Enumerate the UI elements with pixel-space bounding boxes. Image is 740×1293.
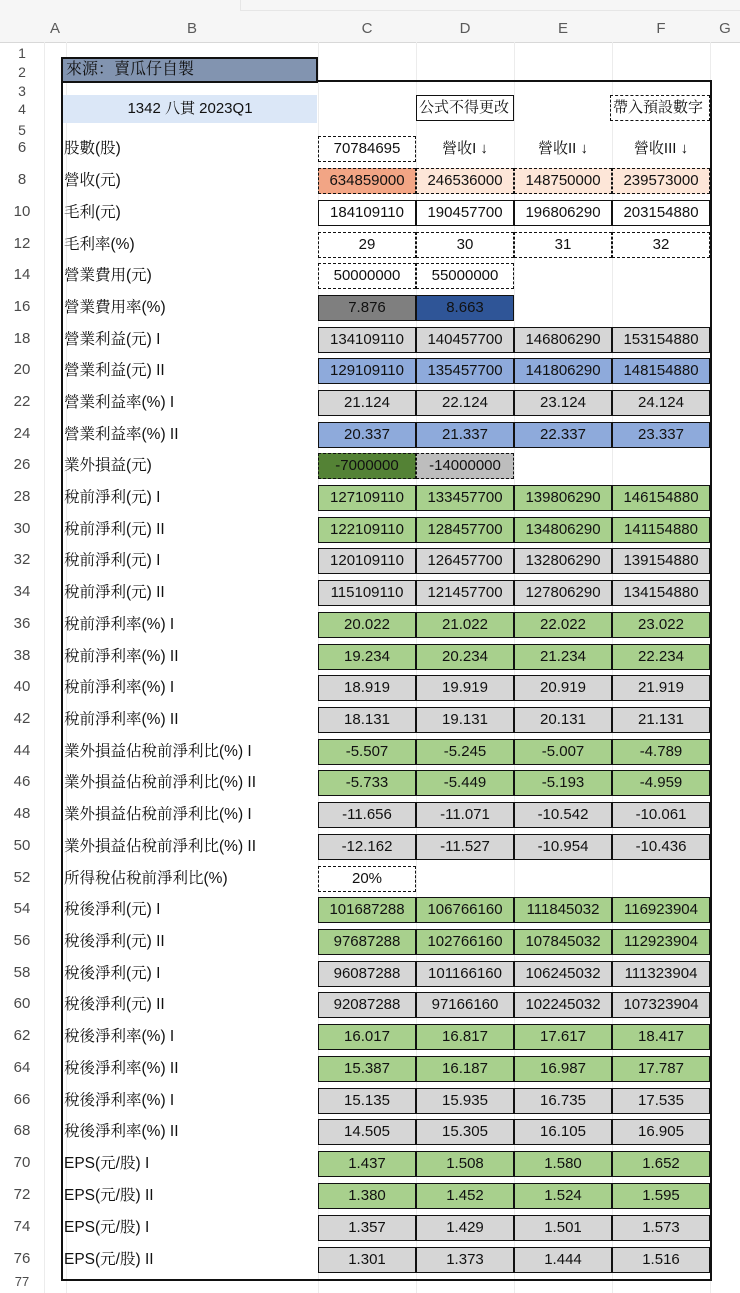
- value-cell[interactable]: 1.429: [416, 1215, 514, 1241]
- value-cell[interactable]: 120109110: [318, 548, 416, 574]
- value-cell[interactable]: 21.919: [612, 675, 710, 701]
- source-cell[interactable]: 來源：賣瓜仔自製: [61, 57, 318, 83]
- value-cell[interactable]: -7000000: [318, 453, 416, 479]
- row-label[interactable]: 稅後淨利率(%) I: [64, 1092, 175, 1109]
- row-label[interactable]: 稅後淨利(元) II: [64, 933, 165, 950]
- value-cell[interactable]: 1.501: [514, 1215, 612, 1241]
- value-cell[interactable]: 101166160: [416, 961, 514, 987]
- value-cell[interactable]: -11.071: [416, 802, 514, 828]
- value-cell[interactable]: 127806290: [514, 580, 612, 606]
- value-cell[interactable]: 92087288: [318, 992, 416, 1018]
- row-label[interactable]: 稅前淨利率(%) II: [64, 648, 179, 665]
- value-cell[interactable]: 141806290: [514, 358, 612, 384]
- value-cell[interactable]: 246536000: [416, 168, 514, 194]
- value-cell[interactable]: 97166160: [416, 992, 514, 1018]
- row-number[interactable]: 42: [13, 710, 31, 727]
- row-label[interactable]: 營業費用率(%): [64, 299, 166, 316]
- value-cell[interactable]: 15.135: [318, 1088, 416, 1114]
- value-cell[interactable]: -12.162: [318, 834, 416, 860]
- row-number[interactable]: 44: [13, 742, 31, 759]
- row-number[interactable]: 38: [13, 647, 31, 664]
- value-cell[interactable]: 24.124: [612, 390, 710, 416]
- column-header-f[interactable]: F: [656, 20, 666, 37]
- value-cell[interactable]: 115109110: [318, 580, 416, 606]
- value-cell[interactable]: 1.508: [416, 1151, 514, 1177]
- row-number[interactable]: 54: [13, 900, 31, 917]
- row-label[interactable]: 稅前淨利(元) I: [64, 552, 161, 569]
- row-number[interactable]: 58: [13, 964, 31, 981]
- row-label[interactable]: EPS(元/股) II: [64, 1187, 154, 1204]
- value-cell[interactable]: 21.124: [318, 390, 416, 416]
- value-cell[interactable]: 102766160: [416, 929, 514, 955]
- value-cell[interactable]: 634859000: [318, 168, 416, 194]
- value-cell[interactable]: 126457700: [416, 548, 514, 574]
- value-cell[interactable]: -10.061: [612, 802, 710, 828]
- value-cell[interactable]: 196806290: [514, 200, 612, 226]
- value-cell[interactable]: 21.337: [416, 422, 514, 448]
- row-number[interactable]: 30: [13, 520, 31, 537]
- row-number[interactable]: 40: [13, 678, 31, 695]
- row-number[interactable]: 20: [13, 361, 31, 378]
- value-cell[interactable]: 16.817: [416, 1024, 514, 1050]
- row-label[interactable]: 業外損益佔稅前淨利比(%) I: [64, 743, 252, 760]
- row-label[interactable]: 稅前淨利率(%) II: [64, 711, 179, 728]
- row-label[interactable]: 稅後淨利(元) I: [64, 965, 161, 982]
- value-cell[interactable]: 21.022: [416, 612, 514, 638]
- value-cell[interactable]: -11.656: [318, 802, 416, 828]
- value-cell[interactable]: 112923904: [612, 929, 710, 955]
- formula-note-tag[interactable]: 公式不得更改: [416, 95, 514, 121]
- row-number[interactable]: 3: [18, 83, 26, 99]
- value-cell[interactable]: 1.580: [514, 1151, 612, 1177]
- value-cell[interactable]: 97687288: [318, 929, 416, 955]
- column-header-bar: [0, 0, 740, 43]
- row-label[interactable]: 稅前淨利(元) II: [64, 584, 165, 601]
- value-cell[interactable]: 190457700: [416, 200, 514, 226]
- row-number[interactable]: 60: [13, 995, 31, 1012]
- value-cell[interactable]: 22.337: [514, 422, 612, 448]
- value-cell[interactable]: -5.007: [514, 739, 612, 765]
- row-number[interactable]: 48: [13, 805, 31, 822]
- row-number[interactable]: 76: [13, 1250, 31, 1267]
- row-number[interactable]: 56: [13, 932, 31, 949]
- row-label[interactable]: 稅前淨利(元) II: [64, 521, 165, 538]
- value-cell[interactable]: 132806290: [514, 548, 612, 574]
- column-header-c[interactable]: C: [361, 20, 373, 37]
- value-cell[interactable]: 16.105: [514, 1119, 612, 1145]
- value-cell[interactable]: 148750000: [514, 168, 612, 194]
- value-cell[interactable]: 21.234: [514, 644, 612, 670]
- value-cell[interactable]: 19.131: [416, 707, 514, 733]
- value-cell[interactable]: 23.337: [612, 422, 710, 448]
- row-number[interactable]: 26: [13, 456, 31, 473]
- value-cell[interactable]: 20.234: [416, 644, 514, 670]
- value-cell[interactable]: 102245032: [514, 992, 612, 1018]
- row-label[interactable]: 毛利(元): [64, 204, 121, 221]
- row-label[interactable]: 營業利益(元) II: [64, 362, 165, 379]
- value-cell[interactable]: 107323904: [612, 992, 710, 1018]
- value-cell[interactable]: 133457700: [416, 485, 514, 511]
- value-cell[interactable]: 1.444: [514, 1247, 612, 1273]
- row-number[interactable]: 28: [13, 488, 31, 505]
- value-cell[interactable]: 18.131: [318, 707, 416, 733]
- title-cell[interactable]: 1342 八貫 2023Q1: [63, 95, 317, 123]
- value-cell[interactable]: 146154880: [612, 485, 710, 511]
- value-cell[interactable]: 15.305: [416, 1119, 514, 1145]
- value-cell[interactable]: 16.017: [318, 1024, 416, 1050]
- value-cell[interactable]: 20.022: [318, 612, 416, 638]
- value-cell[interactable]: 134109110: [318, 327, 416, 353]
- row-label[interactable]: 營業利益率(%) II: [64, 426, 179, 443]
- row-number[interactable]: 46: [13, 773, 31, 790]
- value-cell[interactable]: 20.337: [318, 422, 416, 448]
- value-cell[interactable]: 139806290: [514, 485, 612, 511]
- row-label[interactable]: 稅後淨利率(%) I: [64, 1028, 175, 1045]
- row-number[interactable]: 10: [13, 203, 31, 220]
- row-number[interactable]: 74: [13, 1218, 31, 1235]
- row-label[interactable]: 所得稅佔稅前淨利比(%): [64, 870, 228, 887]
- row-number[interactable]: 1: [18, 45, 26, 61]
- row-label[interactable]: 稅前淨利率(%) I: [64, 679, 175, 696]
- value-cell[interactable]: 16.905: [612, 1119, 710, 1145]
- value-cell[interactable]: 203154880: [612, 200, 710, 226]
- value-cell[interactable]: 16.735: [514, 1088, 612, 1114]
- value-cell[interactable]: -10.542: [514, 802, 612, 828]
- row-number[interactable]: 24: [13, 425, 31, 442]
- value-cell[interactable]: 18.919: [318, 675, 416, 701]
- column-header-d[interactable]: D: [459, 20, 471, 37]
- value-cell[interactable]: 184109110: [318, 200, 416, 226]
- shares-input[interactable]: 70784695: [318, 136, 416, 162]
- value-cell[interactable]: 32: [612, 232, 710, 258]
- row-number[interactable]: 32: [13, 551, 31, 568]
- row-number[interactable]: 5: [18, 122, 26, 138]
- value-cell[interactable]: 239573000: [612, 168, 710, 194]
- value-cell[interactable]: 22.022: [514, 612, 612, 638]
- value-cell[interactable]: 1.301: [318, 1247, 416, 1273]
- value-cell[interactable]: -5.245: [416, 739, 514, 765]
- value-cell[interactable]: 31: [514, 232, 612, 258]
- value-cell[interactable]: 19.234: [318, 644, 416, 670]
- value-cell[interactable]: 1.652: [612, 1151, 710, 1177]
- value-cell[interactable]: -4.789: [612, 739, 710, 765]
- row-number[interactable]: 6: [17, 139, 27, 156]
- row-label[interactable]: EPS(元/股) I: [64, 1219, 150, 1236]
- column-header-e[interactable]: E: [557, 20, 568, 37]
- value-cell[interactable]: 16.987: [514, 1056, 612, 1082]
- value-cell[interactable]: 111323904: [612, 961, 710, 987]
- row-label[interactable]: EPS(元/股) II: [64, 1251, 154, 1268]
- value-cell[interactable]: 8.663: [416, 295, 514, 321]
- value-cell[interactable]: 18.417: [612, 1024, 710, 1050]
- row-label[interactable]: 股數(股): [64, 140, 121, 157]
- column-header-g[interactable]: G: [719, 20, 731, 37]
- value-cell[interactable]: 96087288: [318, 961, 416, 987]
- value-cell[interactable]: 19.919: [416, 675, 514, 701]
- row-label[interactable]: 稅後淨利率(%) II: [64, 1060, 179, 1077]
- value-cell[interactable]: 106245032: [514, 961, 612, 987]
- value-cell[interactable]: 17.787: [612, 1056, 710, 1082]
- row-number[interactable]: 64: [13, 1059, 31, 1076]
- row-label[interactable]: EPS(元/股) I: [64, 1155, 150, 1172]
- value-cell[interactable]: 146806290: [514, 327, 612, 353]
- row-number[interactable]: 50: [13, 837, 31, 854]
- row-number[interactable]: 16: [13, 298, 31, 315]
- row-number[interactable]: 72: [13, 1186, 31, 1203]
- value-cell[interactable]: 139154880: [612, 548, 710, 574]
- value-cell[interactable]: 1.524: [514, 1183, 612, 1209]
- value-cell[interactable]: -10.436: [612, 834, 710, 860]
- value-cell[interactable]: 17.535: [612, 1088, 710, 1114]
- value-cell[interactable]: 22.234: [612, 644, 710, 670]
- revenue-col-3-header[interactable]: 營收III ↓: [633, 140, 689, 157]
- row-number[interactable]: 36: [13, 615, 31, 632]
- value-cell[interactable]: 50000000: [318, 263, 416, 289]
- value-cell[interactable]: 22.124: [416, 390, 514, 416]
- value-cell[interactable]: 23.022: [612, 612, 710, 638]
- row-label[interactable]: 業外損益佔稅前淨利比(%) I: [64, 806, 252, 823]
- row-label[interactable]: 稅前淨利(元) I: [64, 489, 161, 506]
- value-cell[interactable]: 122109110: [318, 517, 416, 543]
- row-label[interactable]: 營業利益(元) I: [64, 331, 161, 348]
- value-cell[interactable]: 101687288: [318, 897, 416, 923]
- value-cell[interactable]: 141154880: [612, 517, 710, 543]
- value-cell[interactable]: 20.919: [514, 675, 612, 701]
- column-header-b[interactable]: B: [186, 20, 197, 37]
- value-cell[interactable]: 1.437: [318, 1151, 416, 1177]
- value-cell[interactable]: 1.357: [318, 1215, 416, 1241]
- row-number[interactable]: 66: [13, 1091, 31, 1108]
- value-cell[interactable]: -14000000: [416, 453, 514, 479]
- value-cell[interactable]: 140457700: [416, 327, 514, 353]
- row-label[interactable]: 稅後淨利率(%) II: [64, 1123, 179, 1140]
- value-cell[interactable]: 15.935: [416, 1088, 514, 1114]
- value-cell[interactable]: 134806290: [514, 517, 612, 543]
- column-header-a[interactable]: A: [49, 20, 60, 37]
- value-cell[interactable]: -4.959: [612, 770, 710, 796]
- row-label[interactable]: 業外損益佔稅前淨利比(%) II: [64, 774, 257, 791]
- row-number[interactable]: 77: [14, 1274, 30, 1289]
- value-cell[interactable]: -10.954: [514, 834, 612, 860]
- row-number[interactable]: 22: [13, 393, 31, 410]
- revenue-col-1-header[interactable]: 營收I ↓: [442, 140, 488, 157]
- value-cell[interactable]: 55000000: [416, 263, 514, 289]
- value-cell[interactable]: 129109110: [318, 358, 416, 384]
- value-cell[interactable]: 1.452: [416, 1183, 514, 1209]
- value-cell[interactable]: 17.617: [514, 1024, 612, 1050]
- value-cell[interactable]: -5.449: [416, 770, 514, 796]
- value-cell[interactable]: 1.373: [416, 1247, 514, 1273]
- value-cell[interactable]: 128457700: [416, 517, 514, 543]
- row-label[interactable]: 業外損益佔稅前淨利比(%) II: [64, 838, 257, 855]
- row-number[interactable]: 34: [13, 583, 31, 600]
- value-cell[interactable]: -5.507: [318, 739, 416, 765]
- value-cell[interactable]: 29: [318, 232, 416, 258]
- value-cell[interactable]: 127109110: [318, 485, 416, 511]
- value-cell[interactable]: 21.131: [612, 707, 710, 733]
- value-cell[interactable]: 107845032: [514, 929, 612, 955]
- row-number[interactable]: 4: [18, 101, 26, 117]
- value-cell[interactable]: -11.527: [416, 834, 514, 860]
- value-cell[interactable]: -5.193: [514, 770, 612, 796]
- revenue-col-2-header[interactable]: 營收II ↓: [537, 140, 588, 157]
- value-cell[interactable]: 7.876: [318, 295, 416, 321]
- value-cell[interactable]: 1.516: [612, 1247, 710, 1273]
- value-cell[interactable]: 14.505: [318, 1119, 416, 1145]
- formula-bar-edge: [240, 0, 740, 11]
- row-number[interactable]: 68: [13, 1122, 31, 1139]
- value-cell[interactable]: -5.733: [318, 770, 416, 796]
- row-label[interactable]: 毛利率(%): [64, 236, 135, 253]
- row-label[interactable]: 業外損益(元): [64, 457, 152, 474]
- value-cell[interactable]: 15.387: [318, 1056, 416, 1082]
- row-label[interactable]: 營業利益率(%) I: [64, 394, 175, 411]
- row-number[interactable]: 2: [18, 64, 26, 80]
- row-label[interactable]: 營業費用(元): [64, 267, 152, 284]
- row-label[interactable]: 稅後淨利(元) II: [64, 996, 165, 1013]
- value-cell[interactable]: 121457700: [416, 580, 514, 606]
- value-cell[interactable]: 1.573: [612, 1215, 710, 1241]
- row-number[interactable]: 18: [13, 330, 31, 347]
- row-number[interactable]: 14: [13, 266, 31, 283]
- value-cell[interactable]: 116923904: [612, 897, 710, 923]
- row-number[interactable]: 12: [13, 235, 31, 252]
- value-cell[interactable]: 111845032: [514, 897, 612, 923]
- value-cell[interactable]: 135457700: [416, 358, 514, 384]
- row-number[interactable]: 8: [17, 171, 27, 188]
- row-number[interactable]: 70: [13, 1154, 31, 1171]
- value-cell[interactable]: 1.380: [318, 1183, 416, 1209]
- value-cell[interactable]: 30: [416, 232, 514, 258]
- value-cell[interactable]: 106766160: [416, 897, 514, 923]
- value-cell[interactable]: 1.595: [612, 1183, 710, 1209]
- value-cell[interactable]: 23.124: [514, 390, 612, 416]
- row-label[interactable]: 稅前淨利率(%) I: [64, 616, 175, 633]
- row-label[interactable]: 稅後淨利(元) I: [64, 901, 161, 918]
- row-number[interactable]: 52: [13, 869, 31, 886]
- value-cell[interactable]: 148154880: [612, 358, 710, 384]
- value-cell[interactable]: 134154880: [612, 580, 710, 606]
- value-cell[interactable]: 16.187: [416, 1056, 514, 1082]
- value-cell[interactable]: 20.131: [514, 707, 612, 733]
- default-note-tag[interactable]: 帶入預設數字: [610, 95, 710, 121]
- value-cell[interactable]: 153154880: [612, 327, 710, 353]
- row-label[interactable]: 營收(元): [64, 172, 121, 189]
- value-cell[interactable]: 20%: [318, 866, 416, 892]
- row-number[interactable]: 62: [13, 1027, 31, 1044]
